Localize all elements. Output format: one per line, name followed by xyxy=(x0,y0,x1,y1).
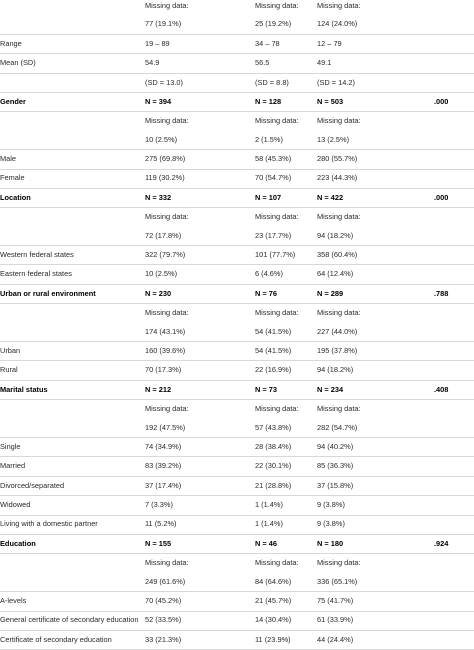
group-3-cell: 94 (40.2%) xyxy=(317,437,434,456)
p-value-cell xyxy=(434,592,474,611)
group-2-cell: 28 (38.4%) xyxy=(255,437,317,456)
group-2-cell: 56.5 xyxy=(255,54,317,73)
group-2-cell: Missing data: xyxy=(255,404,299,414)
row-label xyxy=(0,419,145,438)
group-1-cell: 19 – 89 xyxy=(145,34,255,53)
group-2-cell: 70 (54.7%) xyxy=(255,169,317,188)
group-2-cell: 54 (41.5%) xyxy=(255,342,317,361)
group-3-cell: 336 (65.1%) xyxy=(317,573,434,592)
group-2-cell: 11 (23.9%) xyxy=(255,630,317,649)
table-row xyxy=(0,150,474,169)
group-1-cell: Missing data: xyxy=(145,404,189,414)
group-3-cell: N = 289 xyxy=(317,284,434,303)
group-3-cell: (SD = 14.2) xyxy=(317,73,434,92)
row-label: Urban or rural environment xyxy=(0,284,145,303)
p-value-cell: .788 xyxy=(434,284,474,303)
group-1-cell: 70 (17.3%) xyxy=(145,361,255,380)
group-3-cell: Missing data: xyxy=(317,116,361,126)
group-2-cell: 84 (64.6%) xyxy=(255,573,317,592)
group-2-cell: N = 107 xyxy=(255,188,317,207)
p-value-cell xyxy=(434,0,474,15)
table-row xyxy=(0,400,474,419)
row-label xyxy=(0,227,145,246)
group-2-cell: 2 (1.5%) xyxy=(255,131,317,150)
row-label: Single xyxy=(0,437,145,456)
row-label: Marital status xyxy=(0,380,145,399)
group-1-cell: 70 (45.2%) xyxy=(145,592,255,611)
p-value-cell xyxy=(434,476,474,495)
row-label xyxy=(0,573,145,592)
group-3-cell: Missing data: xyxy=(317,558,361,568)
table-row xyxy=(0,246,474,265)
row-label: Urban xyxy=(0,342,145,361)
table-row xyxy=(0,419,474,438)
p-value-cell: .924 xyxy=(434,534,474,553)
group-3-cell: 13 (2.5%) xyxy=(317,131,434,150)
group-1-cell: Missing data: xyxy=(145,308,189,318)
section-header-row xyxy=(0,380,474,399)
group-3-cell: 37 (15.8%) xyxy=(317,476,434,495)
table-row xyxy=(0,34,474,53)
group-2-cell: 14 (30.4%) xyxy=(255,611,317,630)
group-2-cell: 1 (1.4%) xyxy=(255,496,317,515)
group-3-cell: 94 (18.2%) xyxy=(317,227,434,246)
group-2-cell: N = 128 xyxy=(255,92,317,111)
group-1-cell: 10 (2.5%) xyxy=(145,265,255,284)
p-value-cell xyxy=(434,457,474,476)
group-2-cell: Missing data: xyxy=(255,558,299,568)
p-value-cell xyxy=(434,34,474,53)
row-label: Mean (SD) xyxy=(0,54,145,73)
group-1-cell: 249 (61.6%) xyxy=(145,573,255,592)
p-value-cell xyxy=(434,227,474,246)
table-row xyxy=(0,630,474,649)
table-row xyxy=(0,169,474,188)
row-label: Gender xyxy=(0,92,145,111)
row-label: Married xyxy=(0,457,145,476)
group-3-cell: 12 – 79 xyxy=(317,34,434,53)
group-1-cell: 7 (3.3%) xyxy=(145,496,255,515)
table-row xyxy=(0,54,474,73)
group-2-cell: 58 (45.3%) xyxy=(255,150,317,169)
group-1-cell: 77 (19.1%) xyxy=(145,15,255,34)
p-value-cell xyxy=(434,496,474,515)
group-1-cell: 10 (2.5%) xyxy=(145,131,255,150)
table-row xyxy=(0,515,474,534)
group-2-cell: N = 46 xyxy=(255,534,317,553)
group-1-cell: 52 (33.5%) xyxy=(145,611,255,630)
group-1-cell: 33 (21.3%) xyxy=(145,630,255,649)
row-label: Widowed xyxy=(0,496,145,515)
group-2-cell: Missing data: xyxy=(255,116,299,126)
table-row xyxy=(0,304,474,323)
section-header-row xyxy=(0,284,474,303)
group-3-cell: 227 (44.0%) xyxy=(317,323,434,342)
table-row xyxy=(0,361,474,380)
group-1-cell: 160 (39.6%) xyxy=(145,342,255,361)
row-label: Western federal states xyxy=(0,246,145,265)
table-row xyxy=(0,592,474,611)
table-row xyxy=(0,265,474,284)
section-header-row xyxy=(0,534,474,553)
p-value-cell: .000 xyxy=(434,92,474,111)
table-row xyxy=(0,476,474,495)
p-value-cell xyxy=(434,437,474,456)
group-3-cell: N = 180 xyxy=(317,534,434,553)
table-row xyxy=(0,112,474,131)
row-label: Range xyxy=(0,34,145,53)
group-1-cell: 37 (17.4%) xyxy=(145,476,255,495)
p-value-cell xyxy=(434,73,474,92)
group-1-cell: 72 (17.8%) xyxy=(145,227,255,246)
group-3-cell: 85 (36.3%) xyxy=(317,457,434,476)
group-1-cell: N = 212 xyxy=(145,380,255,399)
p-value-cell xyxy=(434,304,474,323)
group-1-cell: 275 (69.8%) xyxy=(145,150,255,169)
table-row xyxy=(0,342,474,361)
p-value-cell xyxy=(434,400,474,419)
group-1-cell: 322 (79.7%) xyxy=(145,246,255,265)
group-3-cell: N = 503 xyxy=(317,92,434,111)
group-3-cell: Missing data: xyxy=(317,0,361,10)
p-value-cell xyxy=(434,342,474,361)
group-3-cell: 280 (55.7%) xyxy=(317,150,434,169)
row-label xyxy=(0,554,145,573)
group-1-cell: Missing data: xyxy=(145,0,189,10)
group-3-cell: 223 (44.3%) xyxy=(317,169,434,188)
group-3-cell: 64 (12.4%) xyxy=(317,265,434,284)
group-2-cell: 22 (16.9%) xyxy=(255,361,317,380)
group-3-cell: N = 422 xyxy=(317,188,434,207)
group-2-cell: 1 (1.4%) xyxy=(255,515,317,534)
table-row xyxy=(0,208,474,227)
table-row xyxy=(0,496,474,515)
p-value-cell xyxy=(434,169,474,188)
group-2-cell: Missing data: xyxy=(255,0,299,10)
row-label: Eastern federal states xyxy=(0,265,145,284)
group-2-cell: Missing data: xyxy=(255,308,299,318)
row-label xyxy=(0,73,145,92)
p-value-cell xyxy=(434,323,474,342)
group-3-cell: 124 (24.0%) xyxy=(317,15,434,34)
group-2-cell: 57 (43.8%) xyxy=(255,419,317,438)
group-2-cell: 23 (17.7%) xyxy=(255,227,317,246)
table-row xyxy=(0,227,474,246)
group-1-cell: 174 (43.1%) xyxy=(145,323,255,342)
group-1-cell: Missing data: xyxy=(145,116,189,126)
p-value-cell xyxy=(434,611,474,630)
row-label xyxy=(0,0,145,15)
row-label: A-levels xyxy=(0,592,145,611)
group-2-cell: Missing data: xyxy=(255,212,299,222)
row-label xyxy=(0,208,145,227)
group-3-cell: 9 (3.8%) xyxy=(317,515,434,534)
table-row xyxy=(0,73,474,92)
p-value-cell xyxy=(434,554,474,573)
group-1-cell: N = 394 xyxy=(145,92,255,111)
group-1-cell: 74 (34.9%) xyxy=(145,437,255,456)
table-row xyxy=(0,0,474,15)
p-value-cell xyxy=(434,515,474,534)
table-row xyxy=(0,554,474,573)
group-1-cell: (SD = 13.0) xyxy=(145,73,255,92)
p-value-cell xyxy=(434,150,474,169)
row-label: Divorced/separated xyxy=(0,476,145,495)
group-1-cell: N = 155 xyxy=(145,534,255,553)
row-label xyxy=(0,323,145,342)
p-value-cell xyxy=(434,361,474,380)
group-1-cell: 192 (47.5%) xyxy=(145,419,255,438)
p-value-cell xyxy=(434,131,474,150)
group-3-cell: 9 (3.8%) xyxy=(317,496,434,515)
group-3-cell: 195 (37.8%) xyxy=(317,342,434,361)
p-value-cell: .408 xyxy=(434,380,474,399)
group-3-cell: 282 (54.7%) xyxy=(317,419,434,438)
group-1-cell: 119 (30.2%) xyxy=(145,169,255,188)
row-label: Living with a domestic partner xyxy=(0,515,145,534)
group-1-cell: N = 332 xyxy=(145,188,255,207)
row-label xyxy=(0,400,145,419)
group-3-cell: 94 (18.2%) xyxy=(317,361,434,380)
p-value-cell xyxy=(434,573,474,592)
group-3-cell: Missing data: xyxy=(317,308,361,318)
row-label xyxy=(0,304,145,323)
group-1-cell: 83 (39.2%) xyxy=(145,457,255,476)
group-2-cell: 21 (45.7%) xyxy=(255,592,317,611)
p-value-cell xyxy=(434,112,474,131)
group-2-cell: 54 (41.5%) xyxy=(255,323,317,342)
group-1-cell: 54.9 xyxy=(145,54,255,73)
group-2-cell: 21 (28.8%) xyxy=(255,476,317,495)
group-3-cell: 358 (60.4%) xyxy=(317,246,434,265)
group-3-cell: Missing data: xyxy=(317,404,361,414)
table-row xyxy=(0,457,474,476)
p-value-cell xyxy=(434,630,474,649)
row-label: Education xyxy=(0,534,145,553)
p-value-cell xyxy=(434,419,474,438)
group-3-cell: 61 (33.9%) xyxy=(317,611,434,630)
group-1-cell: Missing data: xyxy=(145,558,189,568)
row-label: Location xyxy=(0,188,145,207)
row-label: General certificate of secondary education xyxy=(0,611,145,630)
group-3-cell: Missing data: xyxy=(317,212,361,222)
p-value-cell xyxy=(434,208,474,227)
group-2-cell: 34 – 78 xyxy=(255,34,317,53)
group-2-cell: N = 73 xyxy=(255,380,317,399)
group-2-cell: 22 (30.1%) xyxy=(255,457,317,476)
group-2-cell: (SD = 8.8) xyxy=(255,73,317,92)
group-3-cell: 75 (41.7%) xyxy=(317,592,434,611)
p-value-cell xyxy=(434,54,474,73)
row-label xyxy=(0,131,145,150)
row-label: Female xyxy=(0,169,145,188)
p-value-cell xyxy=(434,15,474,34)
group-3-cell: 49.1 xyxy=(317,54,434,73)
table-row xyxy=(0,15,474,34)
row-label: Male xyxy=(0,150,145,169)
group-3-cell: N = 234 xyxy=(317,380,434,399)
row-label xyxy=(0,112,145,131)
group-2-cell: N = 76 xyxy=(255,284,317,303)
section-header-row xyxy=(0,92,474,111)
p-value-cell: .000 xyxy=(434,188,474,207)
table-row xyxy=(0,323,474,342)
group-2-cell: 101 (77.7%) xyxy=(255,246,317,265)
p-value-cell xyxy=(434,265,474,284)
p-value-cell xyxy=(434,246,474,265)
group-1-cell: 11 (5.2%) xyxy=(145,515,255,534)
table-row xyxy=(0,437,474,456)
section-header-row xyxy=(0,188,474,207)
group-3-cell: 44 (24.4%) xyxy=(317,630,434,649)
table-row xyxy=(0,573,474,592)
group-1-cell: Missing data: xyxy=(145,212,189,222)
group-2-cell: 25 (19.2%) xyxy=(255,15,317,34)
row-label: Rural xyxy=(0,361,145,380)
row-label: Certificate of secondary education xyxy=(0,630,145,649)
group-1-cell: N = 230 xyxy=(145,284,255,303)
table-row xyxy=(0,611,474,630)
row-label xyxy=(0,15,145,34)
group-2-cell: 6 (4.6%) xyxy=(255,265,317,284)
table-row xyxy=(0,131,474,150)
